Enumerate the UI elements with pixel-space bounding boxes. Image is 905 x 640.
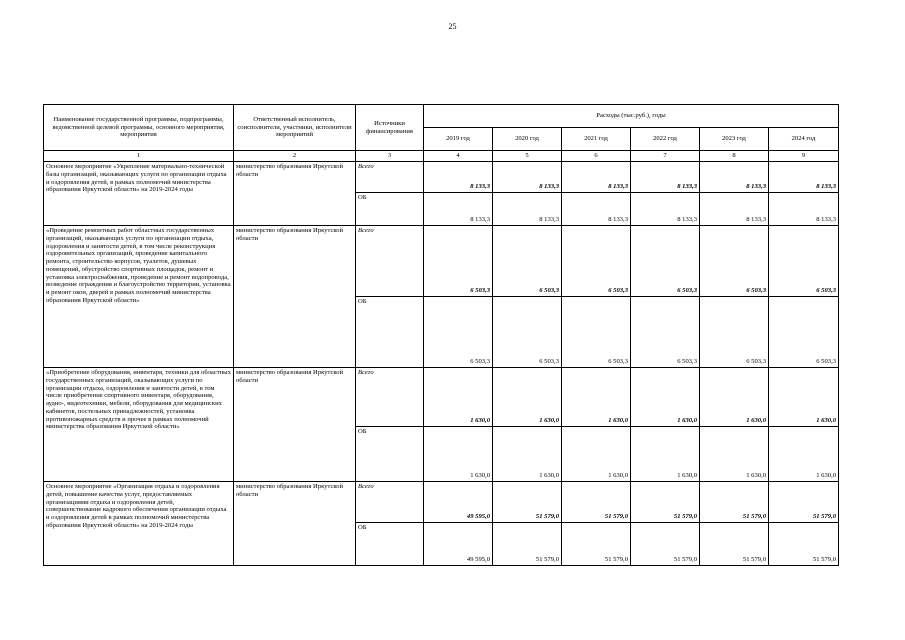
source-ob: ОБ	[356, 523, 424, 566]
value-ob: 6 503,3	[631, 297, 700, 368]
row-name: Основное мероприятие «Организация отдыха и оздоровления детей, повышение качества услуг, предоставляемых организациями отдыха и оздоровления детей, совершенствование кадрового обеспечения организации отдыха и оздоровления детей в рамках полномочий министерства образования Иркутской области» на 2019-2024 годы	[44, 482, 234, 566]
value-ob: 8 133,3	[562, 193, 631, 226]
value-ob: 8 133,3	[769, 193, 839, 226]
value-ob: 1 630,0	[493, 427, 562, 482]
value-ob: 1 630,0	[424, 427, 493, 482]
value-ob: 51 579,0	[769, 523, 839, 566]
column-number: 1	[44, 151, 234, 162]
value-total: 6 503,3	[493, 226, 562, 297]
value-total: 51 579,0	[700, 482, 769, 523]
header-expenses: Расходы (тыс.руб.), годы	[424, 105, 839, 128]
budget-table	[43, 104, 839, 566]
column-number: 4	[424, 151, 493, 162]
value-total: 51 579,0	[769, 482, 839, 523]
source-total: Всего	[356, 368, 424, 427]
value-ob: 1 630,0	[631, 427, 700, 482]
table-row	[44, 162, 839, 193]
value-total: 8 133,3	[493, 162, 562, 193]
row-name: «Приобретение оборудования, инвентаря, техники для областных государственных организаций, оказывающих услуги по организации отдыха, оздоровления и занятости детей, в том числе приобретение спортивного инвентаря, оборудования, аудио-, видеотехники, мебели, оборудования для медицинских кабинетов, постельных принадлежностей, установка противопожарных средств и прочее в рамках полномочий министерства образования Иркутской области»	[44, 368, 234, 482]
value-ob: 49 595,0	[424, 523, 493, 566]
row-executor: министерство образования Иркутской области	[234, 482, 356, 566]
value-ob: 8 133,3	[424, 193, 493, 226]
value-total: 1 630,0	[493, 368, 562, 427]
year-header: 2020 год	[493, 128, 562, 151]
value-total: 8 133,3	[769, 162, 839, 193]
year-header: 2019 год	[424, 128, 493, 151]
value-total: 1 630,0	[424, 368, 493, 427]
header-source: Источники финансирования	[356, 105, 424, 151]
value-total: 51 579,0	[493, 482, 562, 523]
year-header: 2022 год	[631, 128, 700, 151]
value-ob: 51 579,0	[631, 523, 700, 566]
row-executor: министерство образования Иркутской области	[234, 226, 356, 368]
year-header: 2021 год	[562, 128, 631, 151]
page-number: 25	[448, 22, 457, 31]
value-total: 8 133,3	[631, 162, 700, 193]
year-header: 2024 год	[769, 128, 839, 151]
row-name: Основное мероприятие «Укрепление материально-технической базы организаций, оказывающих услуги по организации отдыха и оздоровления детей, в рамках полномочий министерства образования Иркутской области» на 2019-2024 годы	[44, 162, 234, 226]
value-ob: 1 630,0	[700, 427, 769, 482]
column-number: 5	[493, 151, 562, 162]
source-ob: ОБ	[356, 297, 424, 368]
value-total: 8 133,3	[700, 162, 769, 193]
value-ob: 1 630,0	[769, 427, 839, 482]
value-total: 1 630,0	[769, 368, 839, 427]
value-ob: 51 579,0	[493, 523, 562, 566]
row-name: «Проведение ремонтных работ областных государственных организаций, оказывающих услуги по организации отдыха, оздоровления и занятости детей, в том числе реконструкция оздоровительных организаций, проведение капитального ремонта, строительство корпусов, туалетов, душевых помещений, обустройство спортивных площадок, ремонт и установка электроснабжения, проведение и ремонт водопровода, возведение ограждения и благоустройство территории, установка и ремонт окон, дверей в рамках полномочий министерства образования Иркутской области»	[44, 226, 234, 368]
value-total: 49 595,0	[424, 482, 493, 523]
value-ob: 6 503,3	[769, 297, 839, 368]
source-ob: ОБ	[356, 427, 424, 482]
column-number-row	[44, 151, 839, 162]
value-total: 6 503,3	[562, 226, 631, 297]
source-total: Всего	[356, 482, 424, 523]
column-number: 8	[700, 151, 769, 162]
value-total: 1 630,0	[700, 368, 769, 427]
value-ob: 8 133,3	[493, 193, 562, 226]
value-total: 1 630,0	[631, 368, 700, 427]
table-row	[44, 368, 839, 427]
value-total: 6 503,3	[700, 226, 769, 297]
value-ob: 6 503,3	[700, 297, 769, 368]
value-total: 51 579,0	[631, 482, 700, 523]
value-ob: 6 503,3	[424, 297, 493, 368]
header-name: Наименование государственной программы, подпрограммы, ведомственной целевой программы, основного мероприятия, мероприятия	[44, 105, 234, 151]
value-ob: 1 630,0	[562, 427, 631, 482]
row-executor: министерство образования Иркутской области	[234, 368, 356, 482]
value-ob: 8 133,3	[631, 193, 700, 226]
source-total: Всего	[356, 226, 424, 297]
value-total: 8 133,3	[562, 162, 631, 193]
column-number: 3	[356, 151, 424, 162]
value-total: 8 133,3	[424, 162, 493, 193]
value-total: 6 503,3	[424, 226, 493, 297]
source-total: Всего	[356, 162, 424, 193]
column-number: 2	[234, 151, 356, 162]
header-row	[44, 105, 839, 128]
source-ob: ОБ	[356, 193, 424, 226]
value-total: 1 630,0	[562, 368, 631, 427]
year-header: 2023 год	[700, 128, 769, 151]
value-ob: 6 503,3	[562, 297, 631, 368]
column-number: 6	[562, 151, 631, 162]
value-ob: 6 503,3	[493, 297, 562, 368]
value-total: 6 503,3	[769, 226, 839, 297]
value-ob: 51 579,0	[562, 523, 631, 566]
value-total: 51 579,0	[562, 482, 631, 523]
column-number: 7	[631, 151, 700, 162]
table-row	[44, 482, 839, 523]
value-total: 6 503,3	[631, 226, 700, 297]
value-ob: 8 133,3	[700, 193, 769, 226]
column-number: 9	[769, 151, 839, 162]
row-executor: министерство образования Иркутской области	[234, 162, 356, 226]
value-ob: 51 579,0	[700, 523, 769, 566]
table-row	[44, 226, 839, 297]
header-executor: Ответственный исполнитель, соисполнители, участники, исполнители мероприятий	[234, 105, 356, 151]
